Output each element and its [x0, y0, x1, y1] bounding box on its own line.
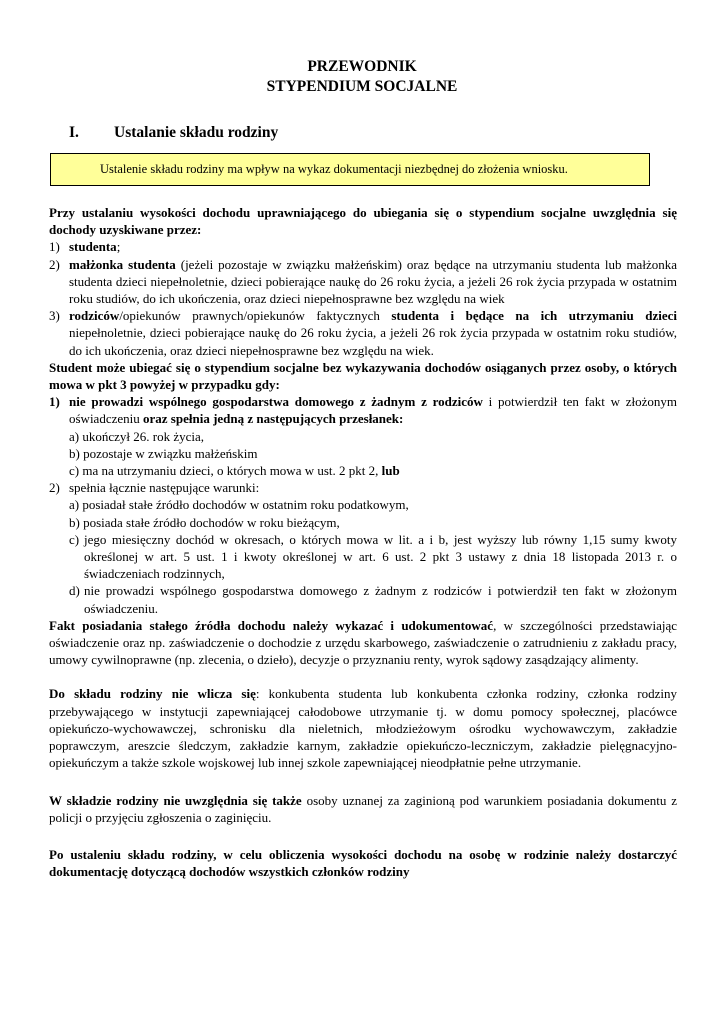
- sub-item: a) posiadał stałe źródło dochodów w ostatnim roku podatkowym,: [69, 497, 409, 513]
- section-heading: [69, 124, 278, 141]
- sub-item: a) ukończył 26. rok życia,: [69, 428, 205, 444]
- title-line-1: PRZEWODNIK: [307, 58, 417, 75]
- document-title: [0, 57, 724, 97]
- condition-1: 1) nie prowadzi wspólnego gospodarstwa domowego z żadnym z rodziców i potwierdził ten fakt w złożonym oświadczeniu oraz spełnia jedną z następujących przesłanek:: [49, 394, 678, 427]
- list-item: 3) rodziców/opiekunów prawnych/opiekunów faktycznych studenta i będące na ich utrzymaniu dzieci niepełnoletnie, dzieci pobierające naukę do 26 roku życia, a jeżeli 26 rok życia przypada w ostatnim roku studiów, do ich ukończenia, oraz dzieci niepełnosprawne bez względu na wiek.: [49, 308, 678, 358]
- document-body: [49, 204, 677, 880]
- missing-paragraph: W składzie rodziny nie uwzględnia się także osoby uznanej za zaginioną pod warunkiem posiadania dokumentu z policji o przyjęciu zgłoszenia o zaginięciu.: [49, 792, 677, 825]
- sub-item: c) jego miesięczny dochód w okresach, o których mowa w lit. a i b, jest wyższy lub równy 1,15 sumy kwoty określonej w art. 5 ust. 1 i kwoty określonej w art. 6 ust. 2 pkt 3 ustawy z dnia 18 listopada 2013 r. o świadczeniach rodzinnych,: [69, 531, 677, 582]
- final-paragraph: Po ustaleniu składu rodziny, w celu obliczenia wysokości dochodu na osobę w rodzinie należy dostarczyć dokumentację dotyczącą dochodów wszystkich członków rodziny: [49, 846, 677, 880]
- section-title: Ustalanie składu rodziny: [114, 124, 279, 141]
- intro-paragraph: Przy ustalaniu wysokości dochodu uprawniającego do ubiegania się o stypendium socjalne uwzględnia się dochody uzyskiwane przez:: [49, 205, 677, 238]
- sub-item: d) nie prowadzi wspólnego gospodarstwa domowego z żadnym z rodziców i potwierdził ten fakt w złożonym oświadczeniu.: [69, 583, 677, 616]
- title-line-2: STYPENDIUM SOCJALNE: [266, 78, 458, 95]
- section-number: I.: [69, 124, 79, 141]
- sub-item: b) pozostaje w związku małżeńskim: [69, 445, 258, 461]
- excluded-paragraph: Do składu rodziny nie wlicza się: konkubenta studenta lub konkubenta członka rodziny, członka rodziny przebywającego w instytucji zapewniającej całodobowe utrzymanie tj. w domu pomocy społecznej, placówce opiekuńczo-wychowawczej, schronisku dla nieletnich, młodzieżowym ośrodku wychowawczym, zakładzie poprawczym, areszcie śledczym, zakładzie karnym, zakładzie opiekuńczo-leczniczym, zakładzie pielęgnacyjno-opiekuńczym a także szkole wojskowej lub innej szkole zapewniającej nieodpłatnie pełne utrzymanie.: [49, 686, 677, 771]
- list-item: 2) małżonka studenta (jeżeli pozostaje w związku małżeńskim) oraz będące na utrzymaniu studenta lub małżonka studenta dzieci niepełnoletnie, dzieci pobierające naukę do 26 roku życia, a jeżeli 26 rok życia przypada w ostatnim roku studiów, do ich ukończenia, oraz dzieci niepełnosprawne bez względu na wiek: [49, 256, 677, 307]
- sub-item: c) ma na utrzymaniu dzieci, o których mowa w ust. 2 pkt 2, lub: [69, 463, 400, 479]
- condition-2: 2) spełnia łącznie następujące warunki:: [49, 480, 260, 496]
- notice-box: Ustalenie składu rodziny ma wpływ na wykaz dokumentacji niezbędnej do złożenia wniosku.: [50, 153, 650, 186]
- independent-intro: Student może ubiegać się o stypendium socjalne bez wykazywania dochodów osiąganych przez osoby, o których mowa w pkt 3 powyżej w przypadku gdy:: [49, 359, 677, 393]
- fact-paragraph: Fakt posiadania stałego źródła dochodu należy wykazać i udokumentować, w szczególności przedstawiając oświadczenie oraz np. zaświadczenie o dochodzie z urzędu skarbowego, zaświadczenie o zatrudnieniu z zakładu pracy, umowy cywilnoprawne (np. zlecenia, o dzieło), decyzje o przyznaniu renty, wyrok sądowy zasądzający alimenty.: [49, 617, 678, 668]
- list-item: 1) studenta;: [49, 239, 121, 255]
- sub-item: b) posiada stałe źródło dochodów w roku bieżącym,: [69, 514, 340, 530]
